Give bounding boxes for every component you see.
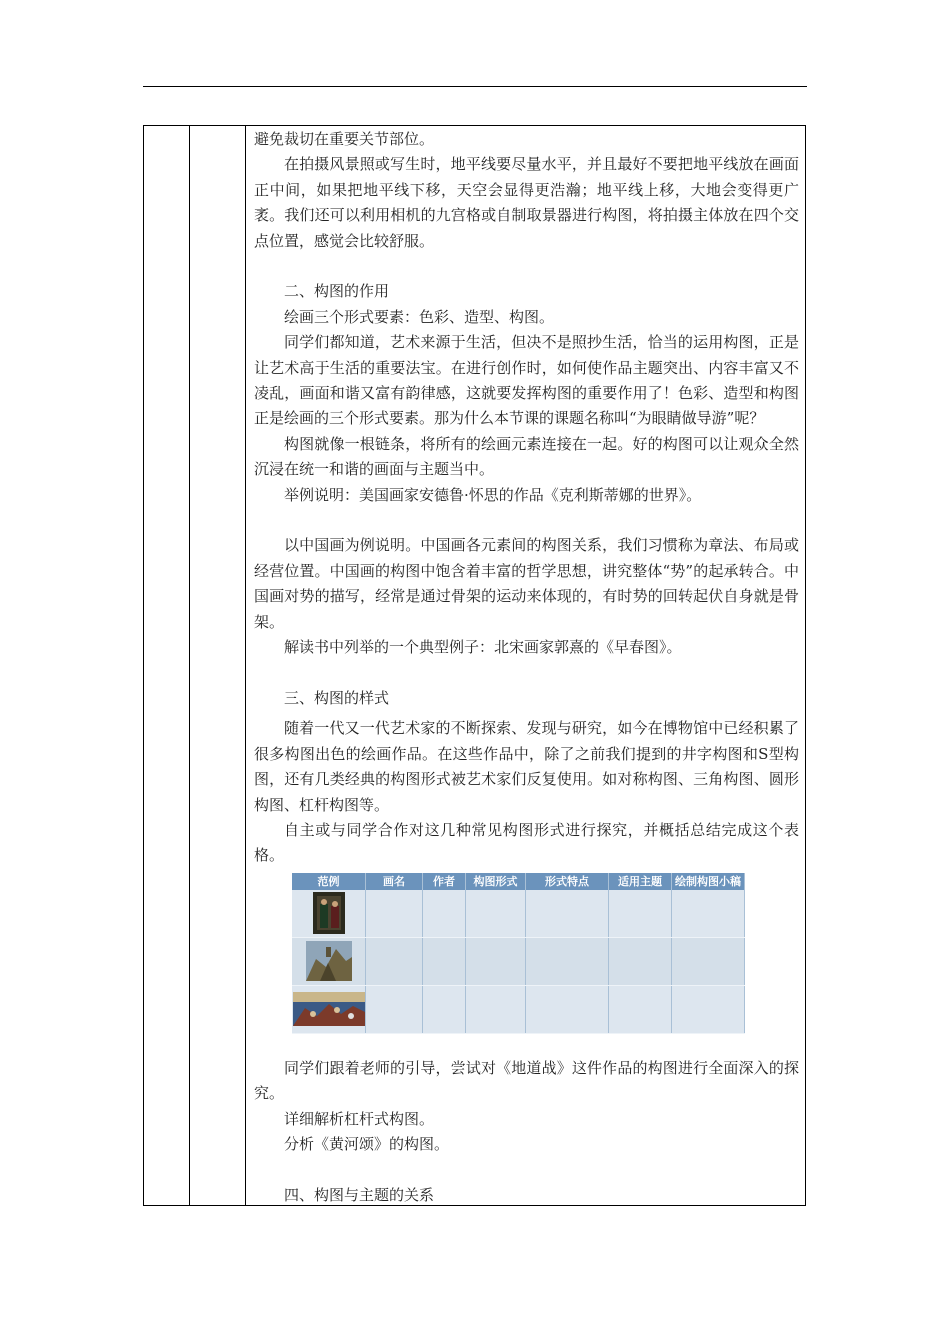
paragraph: 详细解析杠杆式构图。: [284, 1109, 435, 1128]
section-heading: 三、构图的样式: [284, 688, 390, 707]
example-cell: [292, 985, 366, 1033]
paragraph: 举例说明：美国画家安德鲁·怀思的作品《克利斯蒂娜的世界》。: [284, 485, 702, 504]
example-cell: [292, 890, 366, 938]
lesson-content: [254, 127, 799, 1208]
table-row: [292, 937, 745, 985]
paragraph: 同学们跟着老师的引导，尝试对《地道战》这件作品的构图进行全面深入的探究。: [254, 1058, 799, 1103]
table-row: [292, 890, 745, 938]
table-header: 形式特点: [526, 873, 609, 890]
table-header: 构图形式: [466, 873, 526, 890]
composition-table: [292, 873, 745, 1034]
column-divider-2: [245, 126, 246, 1205]
paragraph: 绘画三个形式要素：色彩、造型、构图。: [284, 307, 555, 326]
paragraph: 以中国画为例说明。中国画各元素间的构图关系，我们习惯称为章法、布局或经营位置。中国画的构图中饱含着丰富的哲学思想，讲究整体“势”的起承转合。中国画对势的描写，经常是通过骨架的运动来体现的，有时势的回转起伏自身就是骨架。: [254, 536, 799, 631]
paragraph: 自主或与同学合作对这几种常见构图形式进行探究，并概括总结完成这个表格。: [254, 820, 799, 865]
section-heading: 二、构图的作用: [284, 282, 390, 301]
table-header-row: [292, 873, 745, 890]
example-cell: [292, 937, 366, 985]
column-divider-1: [189, 126, 190, 1205]
painting-thumbnail-portrait: [313, 892, 345, 934]
table-header: 绘制构图小稿: [672, 873, 745, 890]
header-rule: [143, 86, 807, 87]
table-row: [292, 985, 745, 1033]
table-header: 画名: [366, 873, 423, 890]
paragraph: 随着一代又一代艺术家的不断探索、发现与研究，如今在博物馆中已经积累了很多构图出色的绘画作品。在这些作品中，除了之前我们提到的井字构图和S型构图，还有几类经典的构图形式被艺术家们反复使用。如对称构图、三角构图、圆形构图、杠杆构图等。: [254, 719, 799, 814]
paragraph: 在拍摄风景照或写生时，地平线要尽量水平，并且最好不要把地平线放在画面正中间，如果把地平线下移，天空会显得更浩瀚；地平线上移，大地会变得更广袤。我们还可以利用相机的九宫格或自制取景器进行构图，将拍摄主体放在四个交点位置，感觉会比较舒服。: [254, 155, 799, 250]
paragraph: 分析《黄河颂》的构图。: [284, 1134, 450, 1153]
table-header: 适用主题: [609, 873, 672, 890]
table-header: 范例: [292, 873, 366, 890]
paragraph: 避免裁切在重要关节部位。: [254, 130, 435, 148]
table-header: 作者: [423, 873, 466, 890]
paragraph: 同学们都知道，艺术来源于生活，但决不是照抄生活，恰当的运用构图，正是让艺术高于生活的重要法宝。在进行创作时，如何使作品主题突出、内容丰富又不凌乱，画面和谐又富有韵律感，这就要发挥构图的重要作用了！色彩、造型和构图正是绘画的三个形式要素。那为什么本节课的课题名称叫“为眼睛做导游”呢？: [254, 333, 799, 428]
painting-thumbnail-battle: [293, 992, 365, 1026]
painting-thumbnail-landscape: [306, 941, 352, 981]
paragraph: 解读书中列举的一个典型例子：北宋画家郭熹的《早春图》。: [284, 638, 682, 657]
paragraph: 构图就像一根链条，将所有的绘画元素连接在一起。好的构图可以让观众全然沉浸在统一和谐的画面与主题当中。: [254, 434, 799, 479]
section-heading: 四、构图与主题的关系: [284, 1185, 435, 1204]
